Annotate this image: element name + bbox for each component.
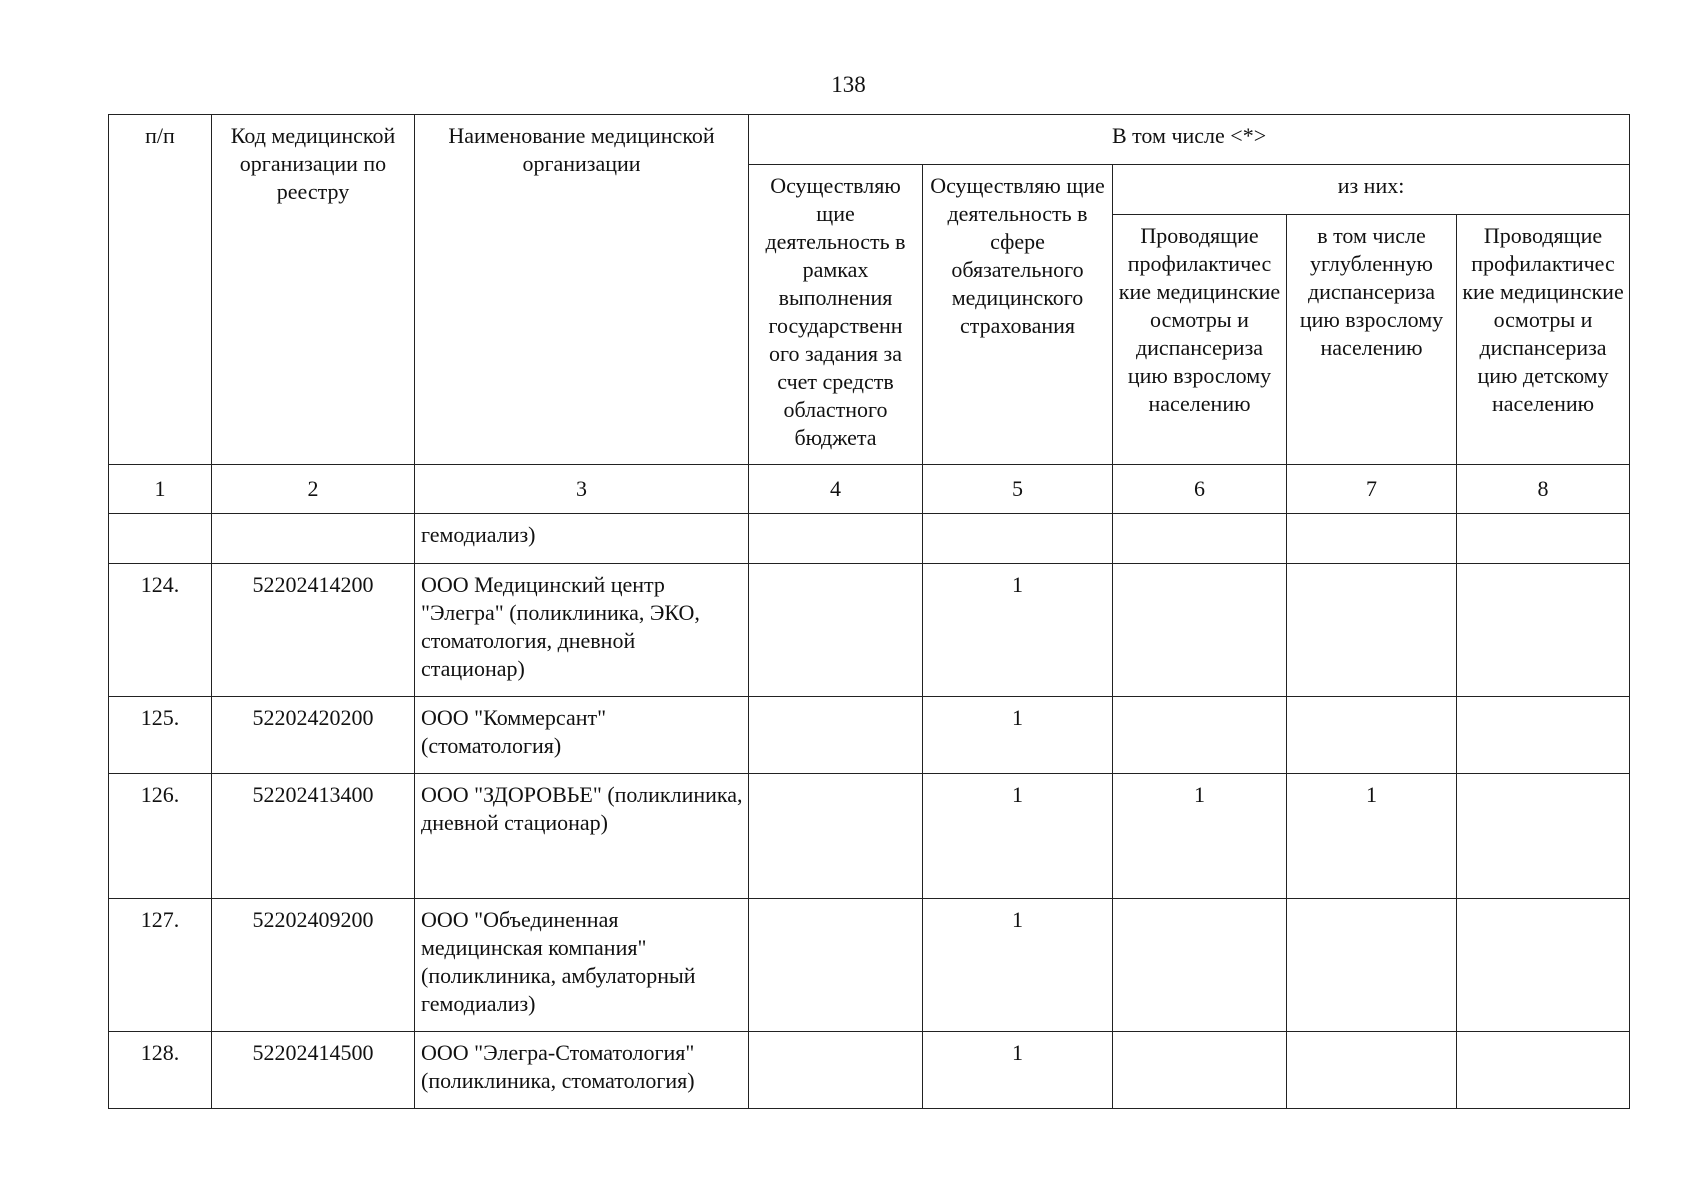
row-prof-child [1457, 564, 1630, 697]
row-organization-name: ООО "Объединенная медицинская компания" (поликлиника, амбулаторный гемодиализ) [415, 899, 749, 1032]
row-number: 128. [109, 1032, 212, 1109]
row-oms: 1 [923, 564, 1113, 697]
row-state-task [749, 697, 923, 774]
registry-table [108, 114, 1630, 1109]
table-row [109, 899, 1630, 1032]
row-organization-name: ООО "Элегра-Стоматология" (поликлиника, стоматология) [415, 1032, 749, 1109]
table-row [109, 564, 1630, 697]
header-cell-state-task: Осуществляю щие деятельность в рамках выполнения государственн ого задания за счет средств областного бюджета [749, 165, 923, 465]
row-state-task [749, 514, 923, 564]
column-number: 4 [749, 465, 923, 514]
row-prof-adult [1113, 564, 1287, 697]
table-row [109, 774, 1630, 899]
row-code: 52202413400 [212, 774, 415, 899]
row-number: 125. [109, 697, 212, 774]
column-number: 2 [212, 465, 415, 514]
column-number-row [109, 465, 1630, 514]
row-prof-child [1457, 1032, 1630, 1109]
header-cell-deep: в том числе углубленную диспансериза цию взрослому населению [1287, 215, 1457, 465]
row-code: 52202409200 [212, 899, 415, 1032]
header-cell-oms: Осуществляю щие деятельность в сфере обязательного медицинского страхования [923, 165, 1113, 465]
header-cell-name: Наименование медицинской организации [415, 115, 749, 465]
row-prof-adult: 1 [1113, 774, 1287, 899]
row-code [212, 514, 415, 564]
row-organization-name: ООО "ЗДОРОВЬЕ" (поликлиника, дневной стационар) [415, 774, 749, 899]
page-number: 138 [831, 72, 866, 97]
row-deep [1287, 564, 1457, 697]
row-oms: 1 [923, 774, 1113, 899]
row-prof-child [1457, 774, 1630, 899]
row-code: 52202414500 [212, 1032, 415, 1109]
table-row [109, 697, 1630, 774]
header-cell-prof-adult: Проводящие профилактичес кие медицинские осмотры и диспансериза цию взрослому населению [1113, 215, 1287, 465]
row-prof-child [1457, 899, 1630, 1032]
row-oms [923, 514, 1113, 564]
row-prof-adult [1113, 697, 1287, 774]
row-deep [1287, 697, 1457, 774]
row-oms: 1 [923, 697, 1113, 774]
row-deep [1287, 1032, 1457, 1109]
row-number: 126. [109, 774, 212, 899]
row-oms: 1 [923, 899, 1113, 1032]
row-state-task [749, 774, 923, 899]
table-row [109, 514, 1630, 564]
row-oms: 1 [923, 1032, 1113, 1109]
row-prof-child [1457, 514, 1630, 564]
header-cell-code: Код медицинской организации по реестру [212, 115, 415, 465]
row-prof-adult [1113, 514, 1287, 564]
header-cell-prof-child: Проводящие профилактичес кие медицинские осмотры и диспансериза цию детскому населению [1457, 215, 1630, 465]
row-organization-name: гемодиализ) [415, 514, 749, 564]
row-deep [1287, 899, 1457, 1032]
table-row [109, 1032, 1630, 1109]
row-number: 124. [109, 564, 212, 697]
column-number: 3 [415, 465, 749, 514]
column-number: 7 [1287, 465, 1457, 514]
header-cell-of-them: из них: [1113, 165, 1630, 215]
row-state-task [749, 1032, 923, 1109]
row-code: 52202414200 [212, 564, 415, 697]
row-deep [1287, 514, 1457, 564]
row-deep: 1 [1287, 774, 1457, 899]
row-prof-child [1457, 697, 1630, 774]
row-state-task [749, 899, 923, 1032]
row-prof-adult [1113, 899, 1287, 1032]
row-number: 127. [109, 899, 212, 1032]
header-cell-pp: п/п [109, 115, 212, 465]
row-organization-name: ООО Медицинский центр "Элегра" (поликлиника, ЭКО, стоматология, дневной стационар) [415, 564, 749, 697]
row-prof-adult [1113, 1032, 1287, 1109]
row-code: 52202420200 [212, 697, 415, 774]
row-number [109, 514, 212, 564]
column-number: 1 [109, 465, 212, 514]
column-number: 6 [1113, 465, 1287, 514]
header-row-1 [109, 115, 1630, 165]
header-cell-including: В том числе <*> [749, 115, 1630, 165]
row-state-task [749, 564, 923, 697]
row-organization-name: ООО "Коммерсант" (стоматология) [415, 697, 749, 774]
column-number: 8 [1457, 465, 1630, 514]
column-number: 5 [923, 465, 1113, 514]
